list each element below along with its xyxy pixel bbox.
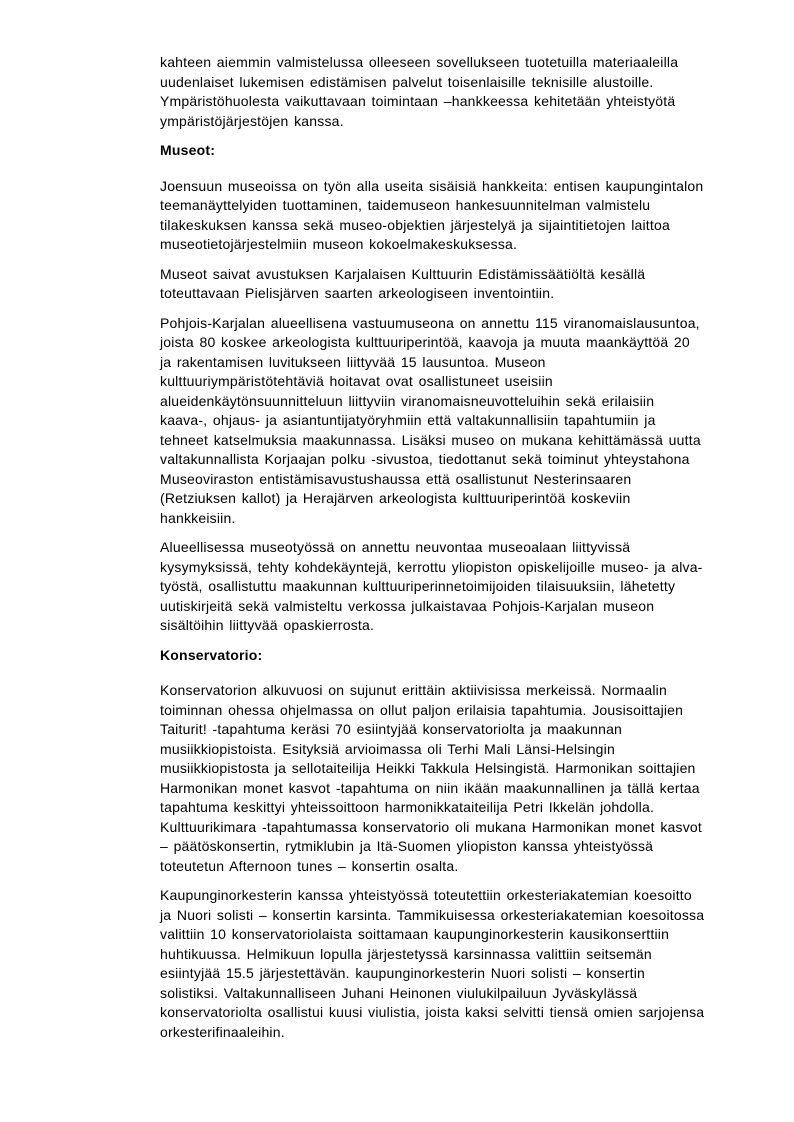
paragraph-konservatorio-events: Konservatorion alkuvuosi on sujunut erittäin aktiivisissa merkeissä. Normaalin toiminnan ohessa ohjelmassa on ollut paljon erilaisia tapahtumia. Jousisoittajien Taiturit! -tapahtuma keräsi 70 esiintyjää konservatoriolta ja maakunnan musiikkiopistoista. Esityksiä arvioimassa oli Terhi Mali Länsi-Helsingin musiikkiopistosta ja sellotaiteilija Heikki Takkula Helsingistä. Harmonikan soittajien Harmonikan monet kasvot -tapahtuma on niin ikään maakunnallinen ja tällä kertaa tapahtuma keskittyi yhteissoittoon harmonikkataiteilija Petri Ikkelän johdolla. Kulttuurikimara -tapahtumassa konservatorio oli mukana Harmonikan monet kasvot – päätöskonsertin, rytmiklubin ja Itä-Suomen yliopiston kanssa yhteistyössä toteutetun Afternoon tunes – konsertin osalta. [160,682,703,874]
paragraph-museot-statements: Pohjois-Karjalan alueellisena vastuumuseona on annettu 115 viranomaislausuntoa, joista 80 koskee arkeologista kulttuuriperintöä, kaavoja ja muuta maankäyttöä 20 ja rakentamisen luvitukseen liittyvää 15 lausuntoa. Museon kulttuuriympäristötehtäviä hoitavat ovat osallistuneet useisiin alueidenkäytönsuunnitteluun liittyviin viranomaisneuvotteluihin sekä erilaisiin kaava-, ohjaus- ja asiantuntijatyöryhmiin että valtakunnallisiin tapahtumiin ja tehneet katselmuksia maakunnassa. Lisäksi museo on mukana kehittämässä uutta valtakunnallista Korjaajan polku -sivustoa, tiedottanut sekä toiminut yhteystahona Museoviraston entistämisavustushaussa että osallistunut Nesterinsaaren (Retziuksen kallot) ja Herajärven arkeologista kulttuuriperintöä koskeviin hankkeisiin. [160,314,701,526]
paragraph-museot-projects: Joensuun museoissa on työn alla useita sisäisiä hankkeita: entisen kaupungintalon teemanäyttelyiden tuottaminen, taidemuseon hankesuunnitelman valmistelu tilakeskuksen kanssa sekä museo-objektien järjestelyä ja sijaintitietojen laittoa museotietojärjestelmiin museon kokoelmakeskuksessa. [160,177,704,252]
paragraph-museot-grant: Museot saivat avustuksen Karjalaisen Kulttuurin Edistämissäätiöltä kesällä toteuttavaan Pielisjärven saarten arkeologiseen inventointiin. [160,265,646,301]
paragraph-intro-continuation: kahteen aiemmin valmistelussa olleeseen sovellukseen tuotetuilla materiaaleilla uudenlaiset lukemisen edistämisen palvelut toisenlaisille teknisille alustoille. Ympäristöhuolesta vaikuttavaan toimintaan –hankkeessa kehitetään yhteistyötä ympäristöjärjestöjen kanssa. [160,54,679,129]
paragraph-konservatorio-orchestra: Kaupunginorkesterin kanssa yhteistyössä toteutettiin orkesteriakatemian koesoitto ja Nuori solisti – konsertin karsinta. Tammikuisessa orkesteriakatemian koesoitossa valittiin 10 konservatoriolaista soittamaan kaupunginorkesterin kausikonserttiin huhtikuussa. Helmikuun lopulla järjestetyssä karsinnassa valittiin seitsemän esiintyjää 15.5 järjestettävän. kaupunginorkesterin Nuori solisti – konsertin solistiksi. Valtakunnalliseen Juhani Heinonen viulukilpailuun Jyväskylässä konservatoriolta osallistui kuusi viulistia, joista kaksi selvitti tiensä omien sarjojensa orkesterifinaaleihin. [160,887,705,1040]
section-heading-museot: Museot: [160,142,216,158]
document-content [160,53,705,1052]
paragraph-museot-regional-work: Alueellisessa museotyössä on annettu neuvontaa museoalaan liittyvissä kysymyksissä, tehty kohdekäyntejä, kerrottu yliopiston opiskelijoille museo- ja alva-työstä, osallistuttu maakunnan kulttuuriperinnetoimijoiden tilaisuuksiin, lähetetty uutiskirjeitä sekä valmisteltu verkossa julkaistavaa Pohjois-Karjalan museon sisältöihin liittyvää opaskierrosta. [160,539,703,633]
section-heading-konservatorio: Konservatorio: [160,646,263,663]
